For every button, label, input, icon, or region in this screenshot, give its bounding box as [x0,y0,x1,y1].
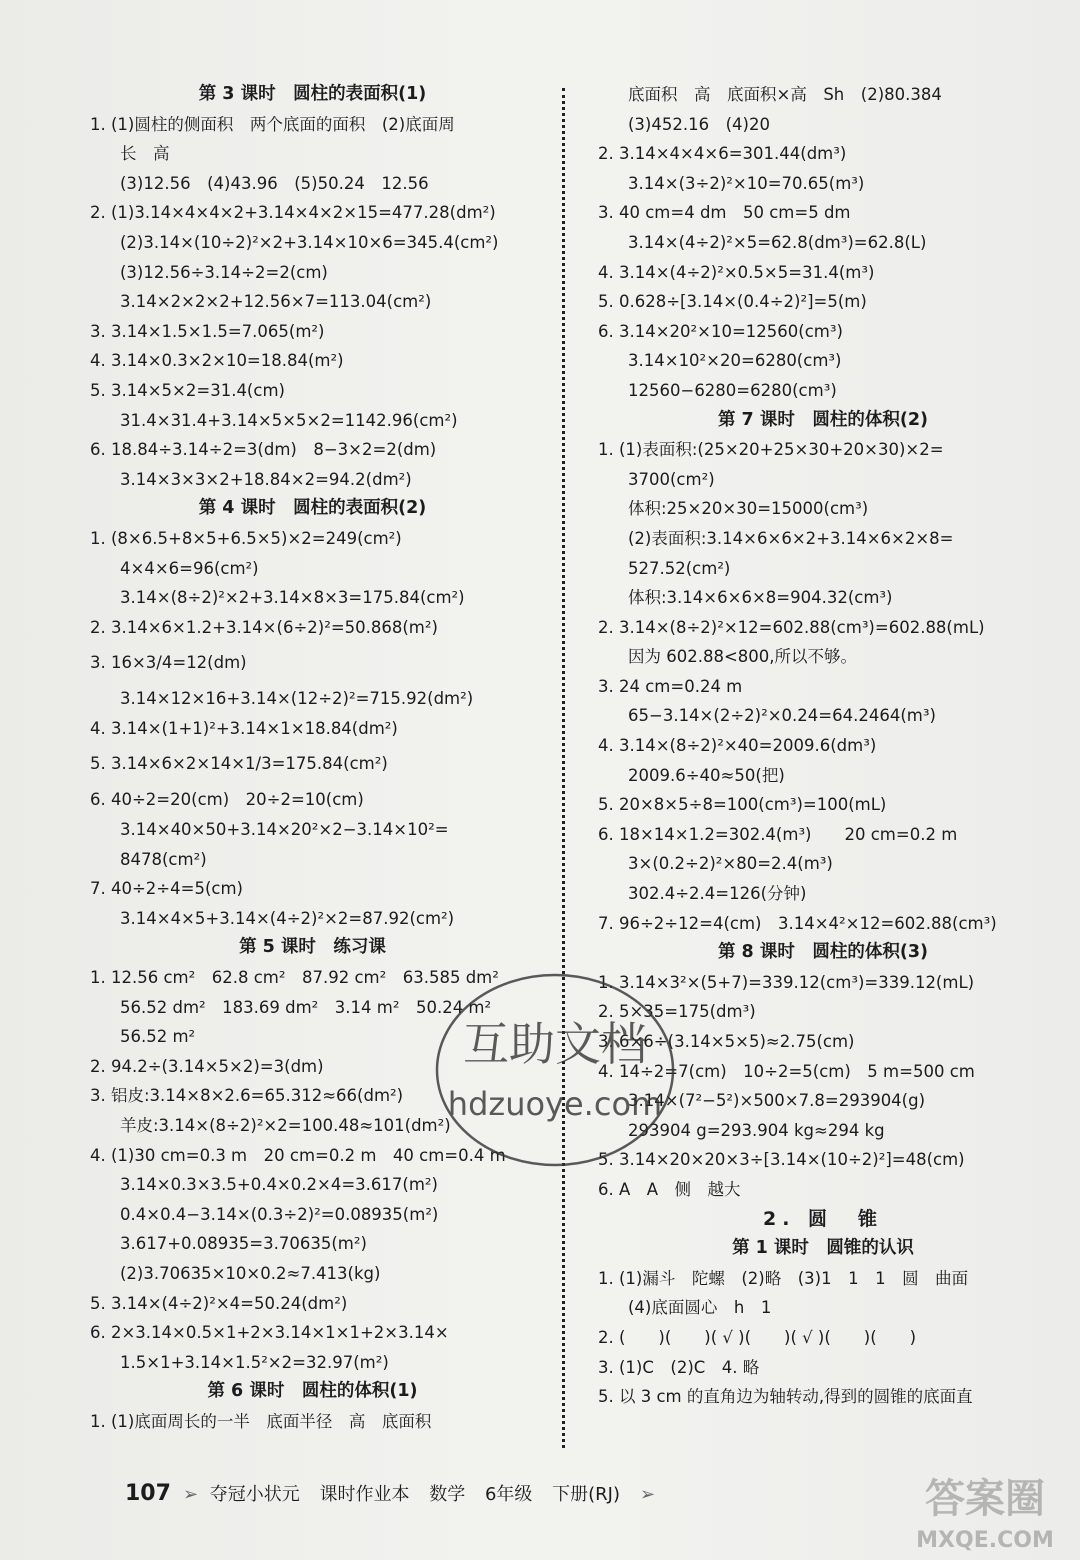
answer-line: 8478(cm²) [120,849,207,869]
section-heading: 2. 圆 锥 [762,1207,884,1230]
answer-line: 12560−6280=6280(cm³) [628,380,837,400]
answer-line: 6. A A 侧 越大 [598,1179,741,1199]
answer-line: (3)12.56 (4)43.96 (5)50.24 12.56 [120,173,429,193]
answer-line: 6. 40÷2=20(cm) 20÷2=10(cm) [90,790,364,810]
answer-line: 底面积 高 底面积×高 Sh (2)80.384 [628,85,942,104]
answer-line: 因为 602.88<800,所以不够。 [628,647,858,667]
answer-line: 5. 3.14×6×2×14×1/3=175.84(cm²) [90,754,388,774]
answer-line: 302.4÷2.4=126(分钟) [628,884,807,904]
answer-line: 5. 3.14×5×2=31.4(cm) [90,380,285,400]
answer-line: 3700(cm²) [628,469,715,489]
answer-line: 527.52(cm²) [628,558,731,578]
footer-subject: 数学 [429,1484,466,1505]
answer-line: 5. 20×8×5÷8=100(cm³)=100(mL) [598,795,887,815]
answer-line: 1.5×1+3.14×1.5²×2=32.97(m²) [120,1352,389,1372]
answer-line: 3.14×40×50+3.14×20²×2−3.14×10²= [120,820,449,840]
answer-line: 293904 g=293.904 kg≈294 kg [628,1120,885,1140]
answer-line: 体积:25×20×30=15000(cm³) [628,499,869,519]
answer-line: (2)表面积:3.14×6×6×2+3.14×6×2×8= [628,528,954,548]
left-column [90,80,535,1437]
answer-line: 5. 0.628÷[3.14×(0.4÷2)²]=5(m) [598,292,867,312]
answer-line: 4. 3.14×(8÷2)²×40=2009.6(dm³) [598,736,877,756]
answer-line: (3)452.16 (4)20 [628,114,770,134]
corner-logo-url: MXQE.COM [916,1528,1054,1553]
answer-line: 3. 40 cm=4 dm 50 cm=5 dm [598,203,851,223]
page-number: 107 [125,1481,171,1506]
right-column [598,80,1048,1412]
answer-line: 3.14×3×3×2+18.84×2=94.2(dm²) [120,469,412,489]
watermark-text: 互助文档 [463,1017,647,1071]
answer-line: 1. (1)表面积:(25×20+25×30+20×30)×2= [598,440,944,460]
section-heading: 第 3 课时 圆柱的表面积(1) [198,84,427,104]
answer-line: 1. (1)底面周长的一半 底面半径 高 底面积 [90,1411,432,1431]
answer-line: 1. 3.14×3²×(5+7)=339.12(cm³)=339.12(mL) [598,972,975,992]
answer-line: 4×4×6=96(cm²) [120,558,259,578]
answer-line: 1. (1)圆柱的侧面积 两个底面的面积 (2)底面周 [90,114,455,134]
watermark-url: hdzuoye.com [447,1085,663,1123]
answer-line: 31.4×31.4+3.14×5×5×2=1142.96(cm²) [120,410,458,430]
answer-line: 7. 40÷2÷4=5(cm) [90,879,243,899]
answer-line: 2. ( )( )( √ )( )( √ )( )( ) [598,1327,917,1347]
section-heading: 第 6 课时 圆柱的体积(1) [207,1381,418,1402]
answer-line: 3.14×(3÷2)²×10=70.65(m³) [628,173,865,193]
answer-line: 羊皮:3.14×(8÷2)²×2=100.48≈101(dm²) [120,1116,451,1135]
answer-line: 6. 2×3.14×0.5×1+2×3.14×1×1+2×3.14× [90,1323,449,1343]
arrow-icon: ➢ [182,1484,199,1505]
answer-line: 6. 3.14×20²×10=12560(cm³) [598,321,843,341]
answer-line: 3.14×(8÷2)²×2+3.14×8×3=175.84(cm²) [120,588,465,608]
answer-line: 5. 3.14×20×20×3÷[3.14×(10÷2)²]=48(cm) [598,1150,965,1170]
answer-line: 4. (1)30 cm=0.3 m 20 cm=0.2 m 40 cm=0.4 m [90,1145,506,1165]
answer-line: 2. 3.14×4×4×6=301.44(dm³) [598,144,847,164]
answer-line: 3.14×12×16+3.14×(12÷2)²=715.92(dm²) [120,689,474,709]
answer-line: 4. 3.14×0.3×2×10=18.84(m²) [90,351,344,371]
answer-line: 2009.6÷40≈50(把) [628,765,785,785]
answer-line: 5. 以 3 cm 的直角边为轴转动,得到的圆锥的底面直 [598,1387,973,1407]
section-heading: 第 5 课时 练习课 [239,937,386,958]
answer-line: (2)3.14×(10÷2)²×2+3.14×10×6=345.4(cm²) [120,232,499,252]
answer-line: 2. 3.14×6×1.2+3.14×(6÷2)²=50.868(m²) [90,617,438,637]
answer-line: 5. 3.14×(4÷2)²×4=50.24(dm²) [90,1293,348,1313]
answer-line: 3. 16×3/4=12(dm) [90,653,247,673]
answer-line: 3. (1)C (2)C 4. 略 [598,1357,760,1377]
corner-logo-text: 答案圈 [925,1476,1045,1522]
answer-line: 7. 96÷2÷12=4(cm) 3.14×4²×12=602.88(cm³) [598,913,997,933]
answer-line: 65−3.14×(2÷2)²×0.24=64.2464(m³) [628,706,936,726]
answer-line: 3.14×4×5+3.14×(4÷2)²×2=87.92(cm²) [120,908,455,928]
answer-line: 0.4×0.4−3.14×(0.3÷2)²=0.08935(m²) [120,1204,439,1224]
answer-line: 长 高 [120,144,170,164]
section-heading: 第 7 课时 圆柱的体积(2) [717,409,929,430]
answer-line: 3.14×(4÷2)²×5=62.8(dm³)=62.8(L) [628,232,927,252]
answer-line: 6. 18.84÷3.14÷2=3(dm) 8−3×2=2(dm) [90,440,437,460]
answer-line: 3.14×0.3×3.5+0.4×0.2×4=3.617(m²) [120,1175,438,1195]
watermark-stamp [430,965,680,1175]
answer-line: 56.52 dm² 183.69 dm² 3.14 m² 50.24 m² [120,997,492,1017]
answer-line: 1. (8×6.5+8×5+6.5×5)×2=249(cm²) [90,528,402,548]
answer-line: 体积:3.14×6×6×8=904.32(cm³) [628,588,893,608]
answer-line: 4. 3.14×(1+1)²+3.14×1×18.84(dm²) [90,718,398,738]
answer-line: 1. (1)漏斗 陀螺 (2)略 (3)1 1 1 圆 曲面 [598,1268,969,1288]
answer-line: 3.617+0.08935=3.70635(m²) [120,1234,367,1254]
answer-line: 4. 3.14×(4÷2)²×0.5×5=31.4(m³) [598,262,875,282]
arrow-icon: ➢ [640,1484,656,1505]
footer-volume: 下册(RJ) [552,1484,621,1505]
answer-line: 2. 5×35=175(dm³) [598,1002,756,1022]
answer-line: (3)12.56÷3.14÷2=2(cm) [120,262,328,282]
column-divider [562,88,565,1448]
footer-grade: 6年级 [484,1484,533,1505]
answer-line: 4. 14÷2=7(cm) 10÷2=5(cm) 5 m=500 cm [598,1061,975,1081]
footer-brand: 夺冠小状元 [209,1484,300,1505]
corner-logo [900,1462,1070,1557]
answer-line: 2. 3.14×(8÷2)²×12=602.88(cm³)=602.88(mL) [598,617,985,637]
footer-book: 课时作业本 [319,1484,410,1505]
section-heading: 第 1 课时 圆锥的认识 [732,1238,914,1259]
answer-line: 6. 18×14×1.2=302.4(m³) 20 cm=0.2 m [598,824,958,844]
answer-line: 3.14×10²×20=6280(cm³) [628,351,842,371]
page-footer [125,1478,661,1510]
answer-line: 3. 24 cm=0.24 m [598,676,743,696]
section-heading: 第 4 课时 圆柱的表面积(2) [198,498,427,519]
section-heading: 第 8 课时 圆柱的体积(3) [717,942,929,963]
answer-line: 3. 铝皮:3.14×8×2.6=65.312≈66(dm²) [90,1086,404,1106]
answer-line: 3. 3.14×1.5×1.5=7.065(m²) [90,321,325,341]
answer-line: (2)3.70635×10×0.2≈7.413(kg) [120,1263,381,1283]
answer-line: (4)底面圆心 h 1 [628,1298,772,1318]
answer-line: 3. 6×6÷(3.14×5×5)≈2.75(cm) [598,1032,855,1051]
answer-line: 2. 94.2÷(3.14×5×2)=3(dm) [90,1056,324,1076]
answer-line: 3.14×(7²−5²)×500×7.8=293904(g) [628,1091,926,1111]
answer-line: 2. (1)3.14×4×4×2+3.14×4×2×15=477.28(dm²) [90,203,496,223]
answer-line: 1. 12.56 cm² 62.8 cm² 87.92 cm² 63.585 dm² [90,968,499,988]
answer-line: 56.52 m² [120,1027,196,1047]
answer-line: 3.14×2×2×2+12.56×7=113.04(cm²) [120,292,432,312]
answer-line: 3×(0.2÷2)²×80=2.4(m³) [628,854,833,874]
